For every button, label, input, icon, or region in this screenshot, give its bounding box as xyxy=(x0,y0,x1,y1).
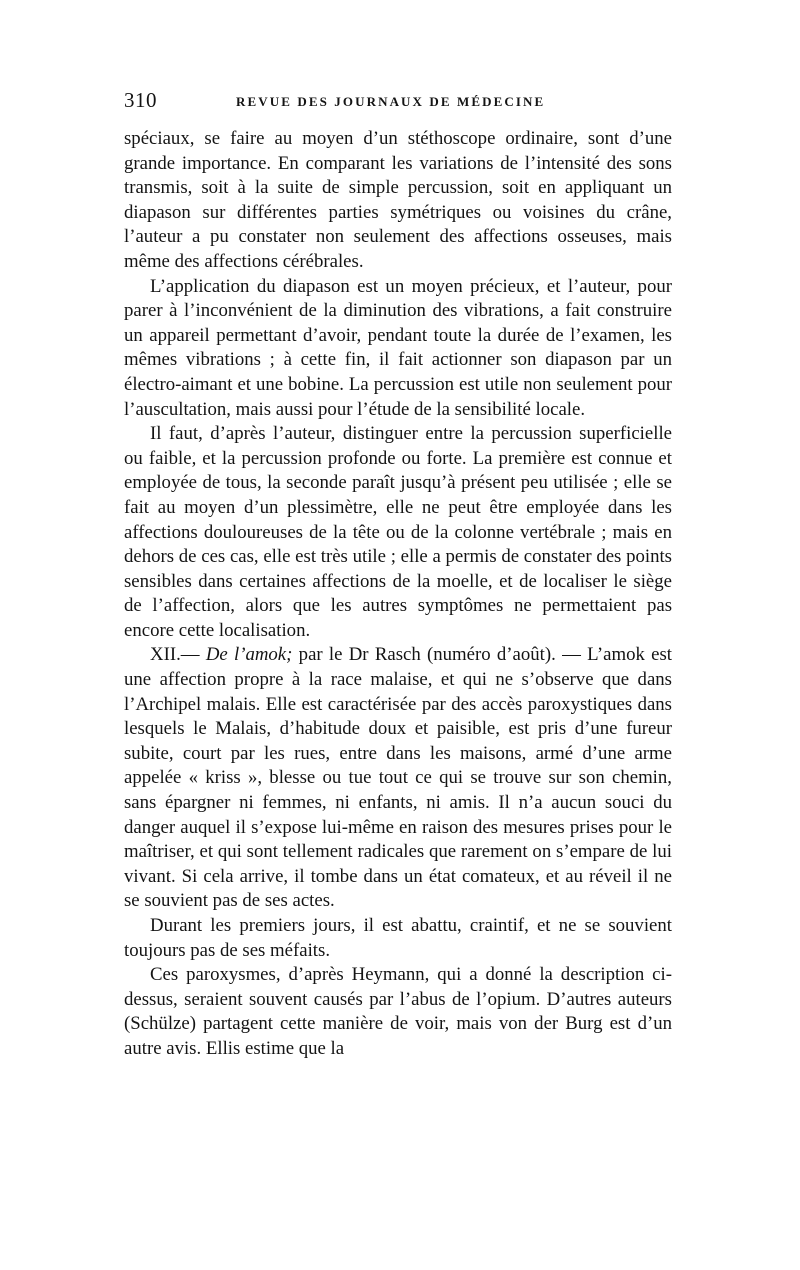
paragraph-4 xyxy=(124,643,672,914)
paragraph-2: L’application du diapason est un moyen précieux, et l’auteur, pour parer à l’inconvénient de la diminution des vibrations, a fait construire un appareil permettant d’avoir, pendant toute la durée de l’examen, les mêmes vibrations ; à cette fin, il fait actionner son diapason par un électro-aimant et une bobine. La percussion est utile non seulement pour l’auscultation, mais aussi pour l’étude de la sensibilité locale. xyxy=(124,275,672,420)
section-number: XII.— xyxy=(150,644,206,666)
paragraph-5: Durant les premiers jours, il est abattu, craintif, et ne se souvient toujours pas de ses méfaits. xyxy=(124,915,672,961)
paragraph-4-text: par le Dr Rasch (numéro d’août). — L’amok est une affection propre à la race malaise, et qui ne s’observe que dans l’Archipel malais. Elle est caractérisée par des accès paroxystiques dans lesquels le Malais, d’habitude doux et paisible, est pris d’une fureur subite, court par les rues, entre dans les maisons, armé d’une arme appelée « kriss », blesse ou tue tout ce qui se trouve sur son chemin, sans épargner ni femmes, ni enfants, ni amis. Il n’a aucun souci du danger auquel il s’expose lui-même en raison des mesures prises pour le maîtriser, et qui sont tellement radicales que rarement on s’empare de lui vivant. Si cela arrive, il tombe dans un état comateux, et au réveil il ne se souvient pas de ses actes. xyxy=(124,644,672,912)
paragraph-3: Il faut, d’après l’auteur, distinguer entre la percussion superficielle ou faible, et la percussion profonde ou forte. La première est connue et employée de tous, la seconde paraît jusqu’à présent peu utilisée ; elle se fait au moyen d’un plessimètre, elle ne peut être employée dans les affections douloureuses de la tête ou de la colonne vertébrale ; mais en dehors de ces cas, elle est très utile ; elle a permis de constater des points sensibles dans certaines affections de la moelle, et de localiser le siège de l’affection, alors que les autres symptômes ne permettaient pas encore cette localisation. xyxy=(124,423,672,641)
running-head: REVUE DES JOURNAUX DE MÉDECINE xyxy=(236,94,546,109)
paragraph-6: Ces paroxysmes, d’après Heymann, qui a donné la description ci-dessus, seraient souvent causés par l’abus de l’opium. D’autres auteurs (Schülze) partagent cette manière de voir, mais von der Burg est d’un autre avis. Ellis estime que la xyxy=(124,964,672,1059)
page-header xyxy=(124,88,672,118)
section-title: De l’amok; xyxy=(205,644,293,666)
body-text xyxy=(124,127,672,1062)
paragraph-1: spéciaux, se faire au moyen d’un stéthoscope ordinaire, sont d’une grande importance. En comparant les variations de l’intensité des sons transmis, soit à la suite de simple percussion, soit en appliquant un diapason sur différentes parties symétriques ou voisines du crâne, l’auteur a pu constater non seulement des affections osseuses, mais même des affections cérébrales. xyxy=(124,128,672,272)
page-number: 310 xyxy=(124,88,157,112)
